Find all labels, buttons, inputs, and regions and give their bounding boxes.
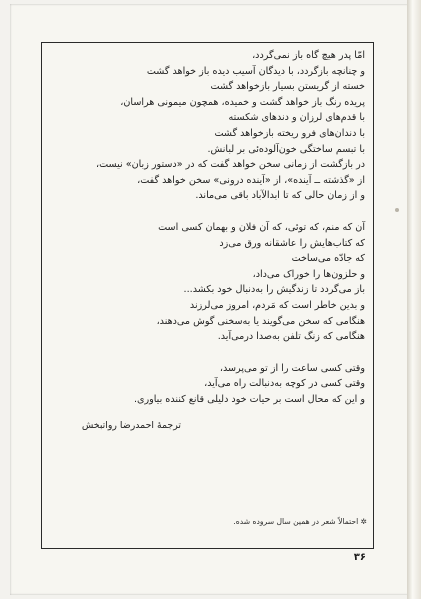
paper-spot (395, 208, 399, 212)
page-edge (407, 0, 421, 599)
footnote: ✲ احتمالاً شعر در همین سال سروده شده. (233, 517, 367, 526)
stanza-2 (48, 220, 365, 345)
stanza-1 (48, 48, 365, 204)
poem-line: و بدین خاطر است که مَردم، امروز می‌لرزند (189, 299, 365, 311)
poem-line: با تبسم ساختگی خون‌آلوده‌ئی بر لبانش. (207, 143, 365, 155)
poem-line: با قدم‌های لرزان و دندهای شکسته (228, 112, 365, 124)
page-number: ۳۶ (353, 552, 366, 563)
poem-line: از «گذشته ــ آینده»، از «آینده درونی» سخن خواهد گفت، (137, 174, 365, 186)
poem-line: با دندان‌های فرو ریخته بازخواهد گشت (214, 127, 365, 139)
poem-line: خسته از گریستن بسیار بازخواهد گشت (210, 81, 365, 93)
poem-line: و این که محال است بر حیات خود دلیلی قانع کننده بیاوری. (133, 393, 365, 405)
poem-line: وقتی کسی ساعت را از تو می‌پرسد، (219, 362, 365, 374)
poem-line: که جادّه می‌ساخت (291, 253, 365, 265)
poem-line: هنگامی که سخن می‌گویند یا به‌سخنی گوش می‌دهند، (156, 315, 365, 327)
poem-line: و حلزون‌ها را خوراک می‌داد، (252, 268, 365, 280)
poem-line: امّا پدر هیچ گاه باز نمی‌گردد، (252, 50, 365, 61)
poem-line: وقتی کسی در کوچه به‌دنبالت راه می‌آید، (204, 378, 365, 390)
poem-text (48, 48, 365, 407)
stanza-3 (48, 361, 365, 408)
poem-line: هنگامی که زنگ تلفن به‌صدا درمی‌آید. (217, 331, 365, 343)
poem-line: و از زمان حالی که تا ابدالآباد باقی می‌ماند. (195, 190, 365, 202)
translator-credit: ترجمهٔ احمدرضا رواتبخش (81, 420, 181, 431)
poem-line: پریده رنگ باز خواهد گشت و خمیده، همچون میمونی هراسان، (120, 96, 365, 108)
poem-line: و چنانچه بازگردد، با دیدگان آسیب دیده باز خواهد گشت (146, 65, 365, 77)
poem-line: آن که منم، که توئی، که آن فلان و بهمان کسی است (158, 221, 365, 233)
poem-line: باز می‌گردد تا زندگیش را به‌دنبال خود بکشد... (183, 284, 365, 296)
poem-line: که کتاب‌هایش را عاشقانه ورق می‌زد (219, 237, 365, 249)
poem-line: در بازگشت از زمانی سخن خواهد گفت که در «دستور زبان» نیست، (96, 159, 365, 171)
